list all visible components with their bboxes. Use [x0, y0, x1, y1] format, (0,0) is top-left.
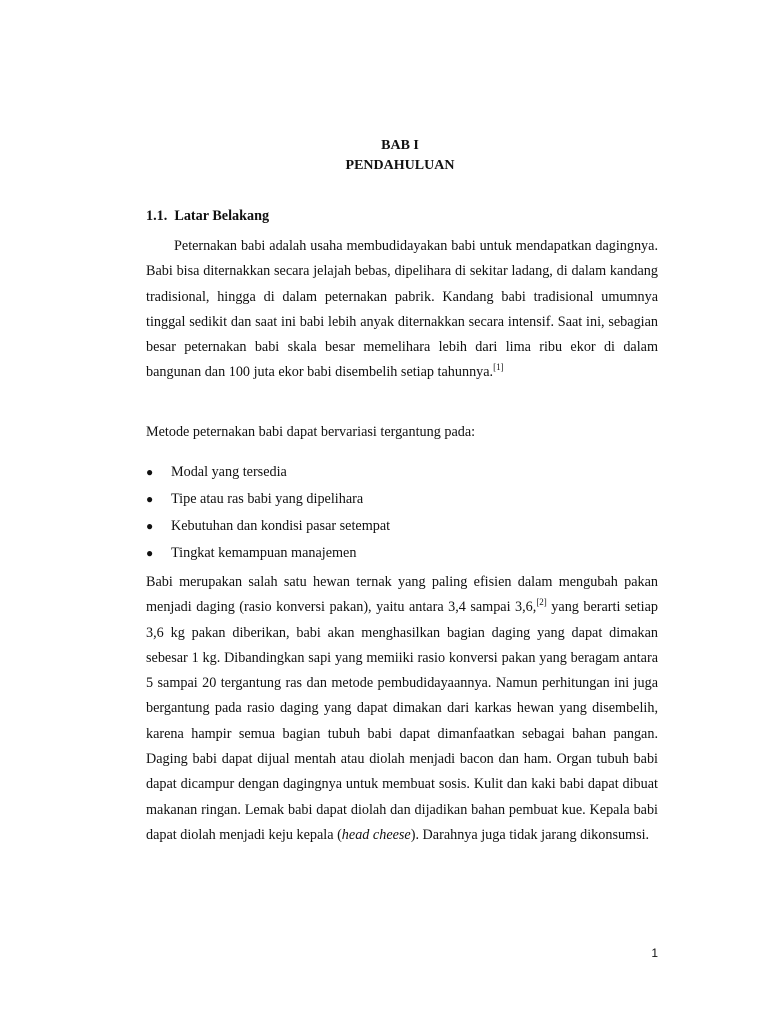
paragraph-feed-conversion [146, 570, 658, 848]
section-title: Latar Belakang [174, 208, 270, 224]
list-item-text: Tingkat kemampuan manajemen [171, 545, 357, 561]
list-item [146, 540, 658, 567]
bullet-icon: ● [146, 465, 154, 479]
paragraph-background [146, 234, 658, 386]
list-item [146, 459, 658, 486]
section-heading [146, 206, 269, 226]
paragraph-feed-text-middle: yang berarti setiap 3,6 kg pakan diberikan, babi akan menghasilkan bagian daging yang dapat dimakan sebesar 1 kg. Dibandingkan sapi yang memiiki rasio konversi pakan yang beragam antara 5 sampai 20 tergantung ras dan metode pembudidayaannya. Namun perhitungan ini juga bergantung pada rasio daging yang dapat dimakan dari karkas hewan yang disembelih, karena hampir semua bagian tubuh babi dapat dimanfaatkan sebagai bahan pangan. Daging babi dapat dijual mentah atau diolah menjadi bacon dan ham. Organ tubuh babi dapat dicampur dengan dagingnya untuk membuat sosis. Kulit dan kaki babi dapat dibuat makanan ringan. Lemak babi dapat diolah dan dijadikan bahan pembuat kue. Kepala babi dapat diolah menjadi keju kepala ( [146, 599, 658, 843]
list-item [146, 513, 658, 540]
bullet-icon: ● [146, 492, 154, 506]
chapter-number: BAB I [381, 138, 419, 153]
list-item-text: Modal yang tersedia [171, 464, 287, 480]
chapter-title: PENDAHULUAN [345, 158, 455, 173]
list-item [146, 486, 658, 513]
section-number: 1.1. [146, 208, 168, 224]
paragraph-methods-intro: Metode peternakan babi dapat bervariasi tergantung pada: [146, 424, 476, 440]
citation-2: [2] [536, 597, 547, 608]
italic-term: head cheese [341, 826, 411, 843]
citation-1: [1] [493, 362, 504, 373]
bullet-list [146, 459, 658, 567]
page-number: 1 [651, 946, 658, 960]
paragraph-background-text: Peternakan babi adalah usaha membudidayakan babi untuk mendapatkan dagingnya. Babi bisa diternakkan secara jelajah bebas, dipelihara di sekitar ladang, di dalam kandang tradisional, hingga di dalam peternakan pabrik. Kandang babi tradisional umumnya tinggal sedikit dan saat ini babi lebih anyak diternakkan secara intensif. Saat ini, sebagian besar peternakan babi skala besar memelihara lebih dari lima ribu ekor di dalam bangunan dan 100 juta ekor babi disembelih setiap tahunnya. [146, 238, 658, 381]
paragraph-feed-text-end: ). Darahnya juga tidak jarang dikonsumsi. [410, 826, 650, 843]
bullet-icon: ● [146, 546, 154, 560]
bullet-icon: ● [146, 519, 154, 533]
list-item-text: Tipe atau ras babi yang dipelihara [171, 491, 364, 507]
paragraph-feed-text-start: Babi merupakan salah satu hewan ternak yang paling efisien dalam mengubah pakan menjadi daging (rasio konversi pakan), yaitu antara 3,4 sampai 3,6, [146, 574, 658, 616]
list-item-text: Kebutuhan dan kondisi pasar setempat [171, 518, 391, 534]
